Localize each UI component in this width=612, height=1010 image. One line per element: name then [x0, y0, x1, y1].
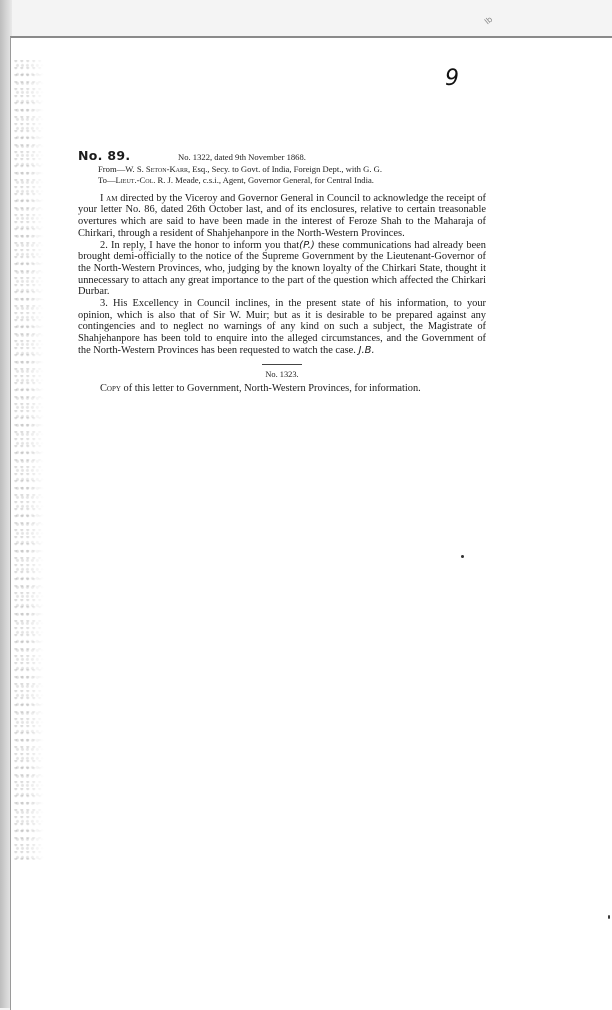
paragraph-2: 2. In reply, I have the honor to inform you that(P.) these communications had already been brought demi-officially to the notice of the Supreme Government by the Lieutenant-Governor of the North-Western Provinces, who, judging by the known loyalty of the Chirkari State, thought it unnecessary to attach any great importance to the part of the question which affected the Chirkari Durbar.	[78, 239, 486, 298]
scan-speck	[608, 915, 610, 919]
letter-body	[78, 150, 486, 395]
sender-name: W. S. Seton-Karr	[125, 163, 188, 174]
stray-pencil-mark: lb	[482, 14, 495, 27]
handwritten-folio-number: 9	[445, 66, 459, 91]
handwritten-initials: J.B.	[358, 344, 375, 356]
letter-date-line: No. 1322, dated 9th November 1868.	[178, 152, 306, 162]
recipient-rank: Lieut.-Col.	[115, 174, 156, 185]
scan-noise-left-margin	[14, 60, 44, 860]
from-line: From—W. S. Seton-Karr, Esq., Secy. to Govt. of India, Foreign Dept., with G. G.	[98, 163, 382, 174]
letter-header	[78, 150, 486, 164]
document-number: No. 89.	[78, 148, 131, 163]
scan-speck	[461, 555, 464, 558]
paragraph-1: I am directed by the Viceroy and Governor General in Council to acknowledge the receipt of your letter No. 86, dated 26th October last, and of its enclosures, relative to certain treasonable overtures which are said to have been made in the interest of Feroze Shah to the Maharaja of Chirkari, through a resident of Shahjehanpore in the North-Western Provinces.	[78, 192, 486, 239]
handwritten-annotation: (P.)	[299, 239, 315, 251]
copy-number: No. 1323.	[265, 369, 299, 379]
paragraph-3: 3. His Excellency in Council inclines, in the present state of his information, to your opinion, which is also that of Sir W. Muir; but as it is desirable to be prepared against any contingencies and to neglect no warnings of any kind on such a subject, the Magistrate of Shahjehanpore has been told to enquire into the alleged circumstances, and the Government of the North-Western Provinces has been requested to watch the case. J.B.	[78, 298, 486, 356]
to-line: To—Lieut.-Col. R. J. Meade, c.s.i., Agent, Governor General, for Central India.	[98, 174, 374, 185]
section-divider	[262, 364, 302, 365]
copy-paragraph: Copy of this letter to Government, North-Western Provinces, for information.	[100, 383, 421, 395]
